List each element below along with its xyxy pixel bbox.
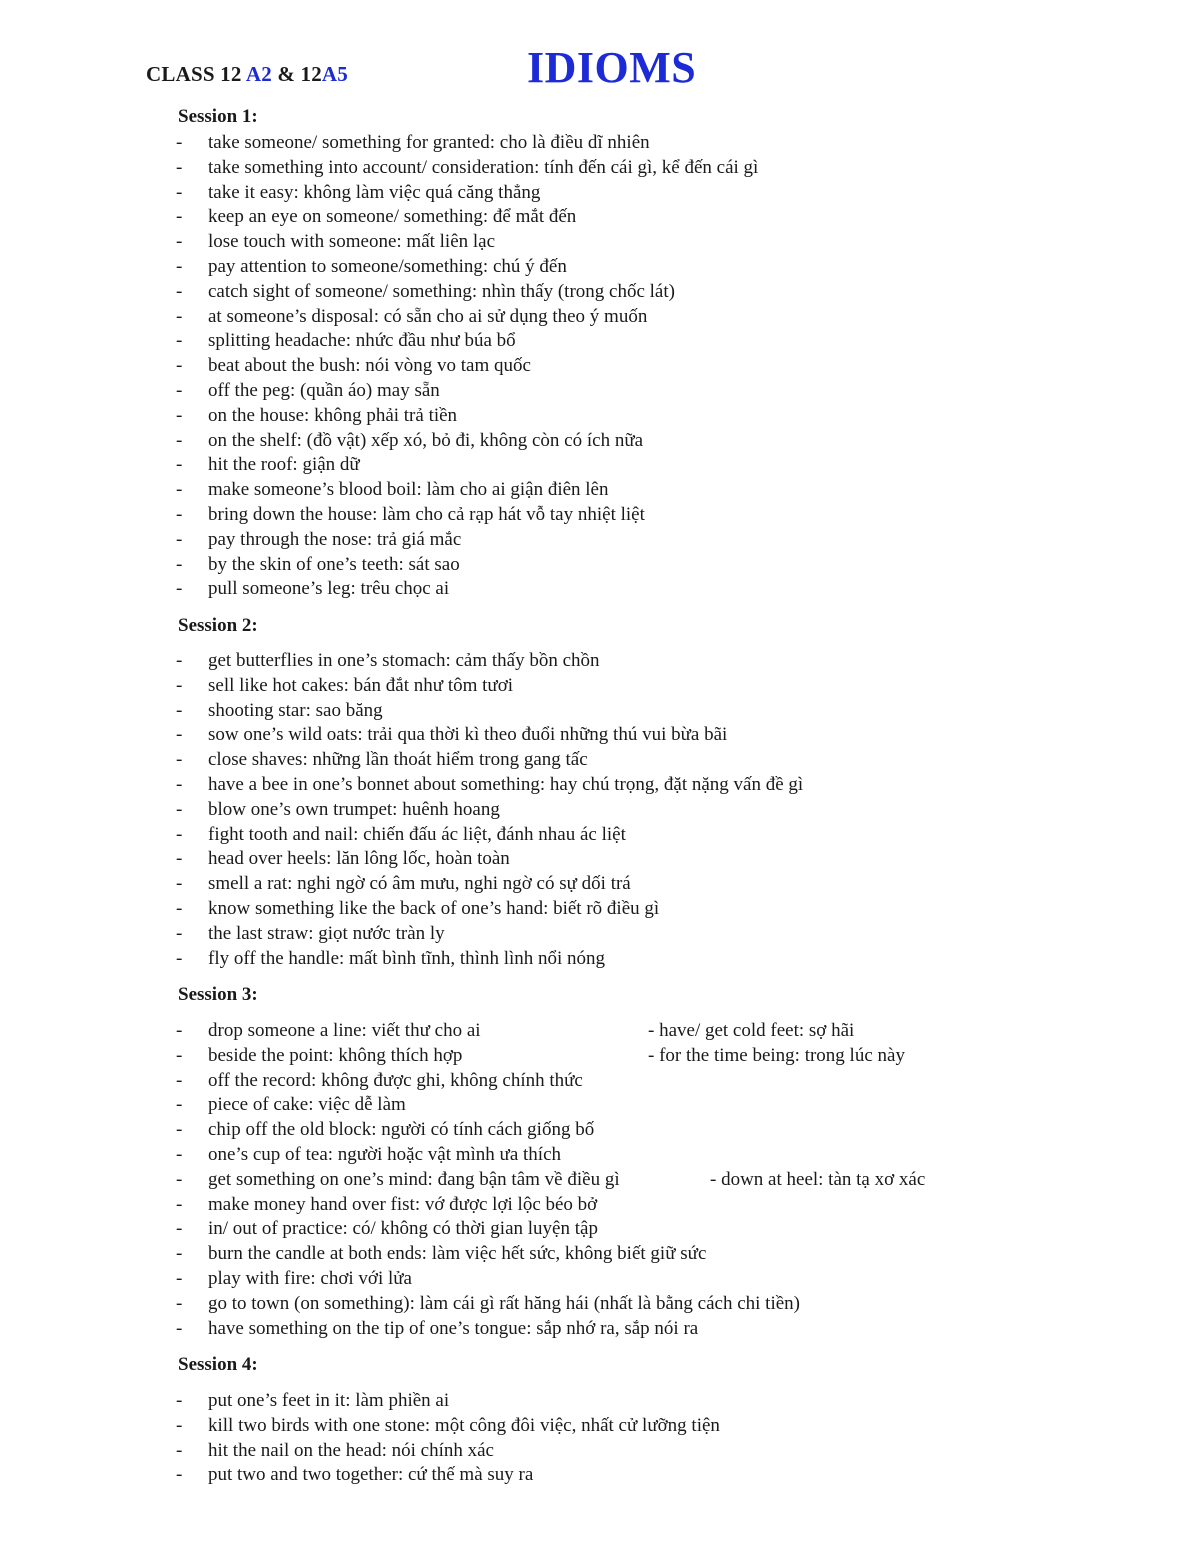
bullet-dash: -: [176, 256, 183, 277]
bullet-dash: -: [176, 947, 183, 969]
idiom-text: take something into account/ consideration: tính đến cái gì, kể đến cái gì: [208, 156, 759, 178]
bullet-dash: -: [176, 479, 183, 501]
idiom-item: [176, 1168, 620, 1192]
bullet-dash: -: [176, 1317, 183, 1339]
idiom-side-item: - have/ get cold feet: sợ hãi: [648, 1020, 855, 1041]
bullet-dash: -: [176, 1069, 183, 1091]
bullet-dash: -: [176, 1193, 183, 1215]
idiom-item: [176, 1217, 598, 1241]
idiom-text: smell a rat: nghi ngờ có âm mưu, nghi ngờ có sự dối trá: [208, 873, 631, 895]
idiom-item: [176, 1019, 481, 1043]
bullet-dash: -: [176, 1144, 183, 1165]
session-heading: Session 1:: [178, 106, 258, 127]
idiom-item: [176, 577, 449, 601]
idiom-item: [176, 1069, 583, 1093]
idiom-item: [176, 1389, 449, 1413]
idiom-item: [176, 131, 650, 155]
idiom-item: [176, 329, 516, 353]
idiom-item: [176, 1118, 594, 1142]
bullet-dash: -: [176, 774, 183, 795]
idiom-text: have a bee in one’s bonnet about something: hay chú trọng, đặt nặng vấn đề gì: [208, 774, 804, 795]
idiom-item: [176, 478, 609, 502]
idiom-text: know something like the back of one’s hand: biết rõ điều gì: [208, 898, 660, 919]
idiom-item: [176, 205, 576, 229]
bullet-dash: -: [176, 206, 183, 228]
bullet-dash: -: [176, 1020, 183, 1041]
idiom-item: [176, 181, 540, 205]
idiom-text: take it easy: không làm việc quá căng thẳng: [208, 181, 541, 203]
bullet-dash: -: [176, 1243, 183, 1265]
bullet-dash: -: [176, 922, 183, 944]
bullet-dash: -: [176, 873, 183, 895]
idiom-item: [176, 404, 457, 428]
idiom-text: shooting star: sao băng: [208, 699, 383, 721]
idiom-item: [176, 699, 383, 723]
idiom-text: on the house: không phải trả tiền: [208, 404, 458, 426]
idiom-text: pay through the nose: trả giá mắc: [208, 528, 462, 550]
idiom-text: make money hand over fist: vớ được lợi lộc béo bở: [208, 1193, 598, 1215]
idiom-text: play with fire: chơi với lửa: [208, 1268, 412, 1289]
bullet-dash: -: [176, 578, 183, 600]
idiom-item: [176, 674, 513, 698]
bullet-dash: -: [176, 1119, 183, 1141]
idiom-text: splitting headache: nhức đầu như búa bổ: [208, 330, 516, 352]
bullet-dash: -: [176, 898, 183, 919]
idiom-item: [176, 897, 659, 921]
idiom-item: [176, 1317, 698, 1341]
idiom-item: [176, 1414, 720, 1438]
idiom-text: keep an eye on someone/ something: để mắt đến: [208, 206, 577, 228]
bullet-dash: -: [176, 380, 183, 401]
idiom-side-item: - down at heel: tàn tạ xơ xác: [710, 1168, 926, 1190]
bullet-dash: -: [176, 404, 183, 426]
bullet-dash: -: [176, 650, 183, 671]
class-label: CLASS 12 A2 & 12A5: [146, 62, 348, 86]
bullet-dash: -: [176, 330, 183, 352]
idiom-item: [176, 922, 445, 946]
idiom-text: piece of cake: việc dễ làm: [208, 1094, 406, 1116]
idiom-item: [176, 872, 631, 896]
idiom-item: [176, 1292, 800, 1316]
idiom-text: hit the roof: giận dữ: [208, 454, 360, 476]
bullet-dash: -: [176, 181, 183, 203]
idiom-text: close shaves: những lần thoát hiểm trong gang tấc: [208, 749, 588, 771]
idiom-item: [176, 354, 531, 378]
idiom-item: [176, 723, 727, 747]
idiom-item: [176, 1093, 406, 1117]
idiom-text: put one’s feet in it: làm phiền ai: [208, 1390, 450, 1411]
idiom-text: take someone/ something for granted: cho là điều dĩ nhiên: [208, 132, 650, 153]
idiom-item: [176, 1143, 561, 1167]
idiom-text: sow one’s wild oats: trải qua thời kì theo đuổi những thú vui bừa bãi: [208, 724, 728, 746]
idiom-text: beat about the bush: nói vòng vo tam quốc: [208, 355, 531, 377]
bullet-dash: -: [176, 1044, 183, 1066]
idiom-item: [176, 453, 360, 477]
bullet-dash: -: [176, 674, 183, 696]
idiom-text: fly off the handle: mất bình tĩnh, thình lình nổi nóng: [208, 947, 606, 969]
idiom-item: [176, 1044, 462, 1068]
idiom-text: sell like hot cakes: bán đắt như tôm tươi: [208, 674, 514, 696]
idiom-text: chip off the old block: người có tính cách giống bố: [208, 1119, 595, 1141]
bullet-dash: -: [176, 156, 183, 178]
idiom-text: get butterflies in one’s stomach: cảm thấy bồn chồn: [208, 650, 600, 671]
bullet-dash: -: [176, 280, 183, 302]
idiom-item: [176, 280, 675, 304]
idiom-item: [176, 798, 500, 822]
bullet-dash: -: [176, 1168, 183, 1190]
session-heading: Session 2:: [178, 615, 258, 636]
idiom-item: [176, 528, 461, 552]
idiom-item: [176, 1463, 533, 1487]
bullet-dash: -: [176, 1094, 183, 1116]
idiom-item: [176, 379, 440, 403]
session-heading: Session 4:: [178, 1354, 258, 1375]
bullet-dash: -: [176, 724, 183, 746]
idiom-item: [176, 847, 510, 871]
idiom-text: pull someone’s leg: trêu chọc ai: [208, 578, 450, 600]
idiom-text: off the record: không được ghi, không chính thức: [208, 1069, 583, 1091]
bullet-dash: -: [176, 1218, 183, 1240]
idiom-item: [176, 429, 643, 453]
bullet-dash: -: [176, 823, 183, 845]
bullet-dash: -: [176, 699, 183, 721]
idiom-text: put two and two together: cứ thế mà suy ra: [208, 1464, 534, 1486]
bullet-dash: -: [176, 749, 183, 771]
idiom-item: [176, 823, 626, 847]
session-heading: Session 3:: [178, 984, 258, 1005]
idiom-text: kill two birds with one stone: một công đôi việc, nhất cử lưỡng tiện: [208, 1414, 720, 1436]
bullet-dash: -: [176, 553, 183, 575]
bullet-dash: -: [176, 1390, 183, 1411]
idiom-text: burn the candle at both ends: làm việc hết sức, không biết giữ sức: [208, 1243, 707, 1265]
idiom-side-item: - for the time being: trong lúc này: [648, 1044, 905, 1066]
idiom-text: drop someone a line: viết thư cho ai: [208, 1020, 481, 1041]
bullet-dash: -: [176, 429, 183, 451]
idiom-text: head over heels: lăn lông lốc, hoàn toàn: [208, 848, 510, 870]
bullet-dash: -: [176, 504, 183, 525]
idiom-text: the last straw: giọt nước tràn ly: [208, 922, 445, 944]
bullet-dash: -: [176, 454, 183, 476]
idiom-text: get something on one’s mind: đang bận tâm về điều gì: [208, 1168, 620, 1190]
idiom-text: beside the point: không thích hợp: [208, 1044, 463, 1066]
idiom-item: [176, 649, 600, 673]
idiom-item: [176, 1439, 494, 1463]
bullet-dash: -: [176, 355, 183, 377]
bullet-dash: -: [176, 848, 183, 870]
idiom-text: by the skin of one’s teeth: sát sao: [208, 553, 460, 575]
bullet-dash: -: [176, 1268, 183, 1289]
idiom-text: on the shelf: (đồ vật) xếp xó, bỏ đi, không còn có ích nữa: [208, 429, 644, 451]
idiom-item: [176, 255, 567, 279]
bullet-dash: -: [176, 1414, 183, 1436]
idiom-item: [176, 503, 645, 527]
idiom-item: [176, 748, 588, 772]
page-title: IDIOMS: [527, 43, 697, 92]
idiom-item: [176, 230, 495, 254]
idiom-item: [176, 156, 758, 180]
bullet-dash: -: [176, 1439, 183, 1461]
idiom-text: catch sight of someone/ something: nhìn thấy (trong chốc lát): [208, 280, 675, 302]
idiom-item: [176, 305, 647, 329]
idiom-item: [176, 1242, 706, 1266]
idiom-text: have something on the tip of one’s tongue: sắp nhớ ra, sắp nói ra: [208, 1317, 699, 1339]
idiom-text: bring down the house: làm cho cả rạp hát vỗ tay nhiệt liệt: [208, 504, 645, 525]
idiom-text: in/ out of practice: có/ không có thời gian luyện tập: [208, 1218, 598, 1240]
idiom-item: [176, 947, 605, 971]
bullet-dash: -: [176, 1464, 183, 1486]
idiom-item: [176, 1267, 412, 1291]
idiom-text: pay attention to someone/something: chú ý đến: [208, 256, 567, 277]
idiom-text: off the peg: (quần áo) may sẵn: [208, 380, 440, 401]
bullet-dash: -: [176, 231, 183, 253]
idiom-text: make someone’s blood boil: làm cho ai giận điên lên: [208, 479, 609, 501]
idiom-item: [176, 553, 460, 577]
idiom-text: hit the nail on the head: nói chính xác: [208, 1439, 494, 1461]
idiom-item: [176, 773, 803, 797]
bullet-dash: -: [176, 528, 183, 550]
idiom-text: one’s cup of tea: người hoặc vật mình ưa thích: [208, 1144, 562, 1165]
idiom-text: go to town (on something): làm cái gì rất hăng hái (nhất là bằng cách chi tiền): [208, 1292, 800, 1314]
idiom-item: [176, 1193, 597, 1217]
idiom-text: at someone’s disposal: có sẵn cho ai sử dụng theo ý muốn: [208, 305, 648, 327]
idiom-text: lose touch with someone: mất liên lạc: [208, 231, 496, 253]
idiom-text: fight tooth and nail: chiến đấu ác liệt, đánh nhau ác liệt: [208, 823, 626, 845]
bullet-dash: -: [176, 798, 183, 820]
bullet-dash: -: [176, 132, 183, 153]
bullet-dash: -: [176, 1292, 183, 1314]
bullet-dash: -: [176, 305, 183, 327]
idiom-text: blow one’s own trumpet: huênh hoang: [208, 798, 500, 820]
